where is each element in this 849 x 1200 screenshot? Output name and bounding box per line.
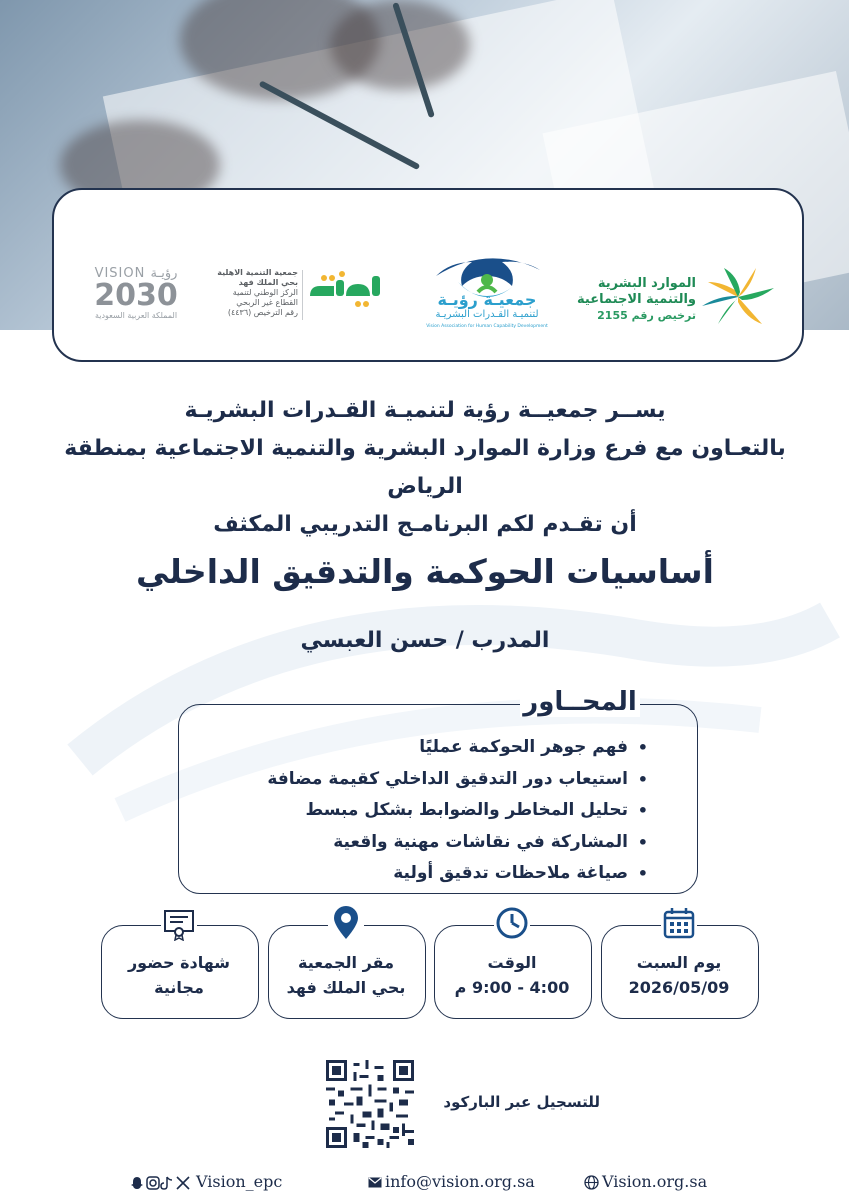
logo-separator: [302, 270, 303, 320]
register-label: للتسجيل عبر الباركود: [443, 1093, 600, 1111]
clock-icon: [494, 905, 530, 941]
time-card-text: [434, 950, 590, 1000]
tanmia-line: بحي الملك فهد: [238, 278, 298, 287]
vision-2030-top: VISION رؤيـة: [94, 266, 178, 281]
registration-qr-code[interactable]: [326, 1060, 414, 1148]
intro-line: أن تقـدم لكم البرنامـج التدريبي المكثف: [213, 512, 637, 537]
axes-title: المحــاور: [520, 687, 640, 717]
tanmia-text: [212, 268, 298, 318]
card-line: يوم السبت: [636, 953, 722, 972]
card-line: الوقت: [487, 953, 537, 972]
vision-2030-number: 2030: [94, 278, 178, 313]
card-line: مجانية: [154, 978, 204, 997]
hr-line2: والتنمية الاجتماعية: [577, 292, 696, 307]
date-card-text: [601, 950, 757, 1000]
footer-social[interactable]: [131, 1172, 282, 1191]
tanmia-line: جمعية التنمية الاهلية: [217, 268, 298, 277]
social-icons: [131, 1176, 193, 1190]
email-address: info@vision.org.sa: [385, 1172, 535, 1191]
certificate-icon: [161, 905, 197, 941]
intro-line: بالتعـاون مع فرع وزارة الموارد البشرية والتنمية الاجتماعية بمنطقة الرياض: [64, 436, 786, 499]
intro-text: [40, 392, 810, 544]
ruya-english-name: Vision Association for Human Capability Development: [426, 324, 548, 329]
ruya-name: جمعيـة رؤيـة: [437, 290, 537, 309]
calendar-icon: [661, 905, 697, 941]
tanmia-line: رقم الترخيص (٤٤٣٦): [227, 308, 298, 317]
tanmia-line: الركز الوطني لتنمية: [232, 288, 298, 297]
website-url: Vision.org.sa: [602, 1172, 708, 1191]
footer-website[interactable]: [584, 1172, 707, 1191]
card-line: مقر الجمعية: [298, 953, 394, 972]
certificate-card-text: [101, 950, 257, 1000]
hr-line1: الموارد البشرية: [597, 276, 696, 291]
location-card-text: [268, 950, 424, 1000]
ruya-subtitle: لتنميـة القـدرات البشريـة: [435, 309, 539, 320]
footer-email[interactable]: [368, 1172, 535, 1191]
hr-ministry-text: [568, 276, 696, 324]
card-line: 4:00 - 9:00 م: [454, 978, 570, 997]
axes-list: [196, 732, 648, 890]
mail-icon: [368, 1177, 382, 1188]
tanmia-logo: [304, 266, 392, 310]
vision-2030-logo: [86, 266, 186, 320]
axis-item: • المشاركة في نقاشات مهنية واقعية: [196, 827, 648, 859]
location-pin-icon: [328, 905, 364, 941]
social-handle: Vision_epc: [196, 1172, 283, 1191]
intro-line: يســر جمعيــة رؤية لتنميـة القـدرات البشريـة: [184, 398, 666, 423]
axis-item: • صياغة ملاحظات تدقيق أولية: [196, 858, 648, 890]
card-line: بحي الملك فهد: [286, 978, 406, 997]
globe-icon: [584, 1175, 599, 1190]
axis-item: • فهم جوهر الحوكمة عمليًا: [196, 732, 648, 764]
card-line: شهادة حضور: [127, 953, 231, 972]
hr-ministry-logo: [698, 262, 778, 332]
axis-item: • تحليل المخاطر والضوابط بشكل مبسط: [196, 795, 648, 827]
trainer-name: المدرب / حسن العبسي: [300, 628, 550, 653]
axis-item: • استيعاب دور التدقيق الداخلي كقيمة مضافة: [196, 764, 648, 796]
tanmia-line: القطاع غير الربحي: [236, 298, 298, 307]
vision-2030-sub: المملكة العربية السعودية: [94, 311, 178, 320]
card-line: 2026/05/09: [628, 978, 730, 997]
hr-license: ترخيص رقم 2155: [597, 309, 696, 322]
course-title: أساسيات الحوكمة والتدقيق الداخلي: [136, 552, 714, 591]
